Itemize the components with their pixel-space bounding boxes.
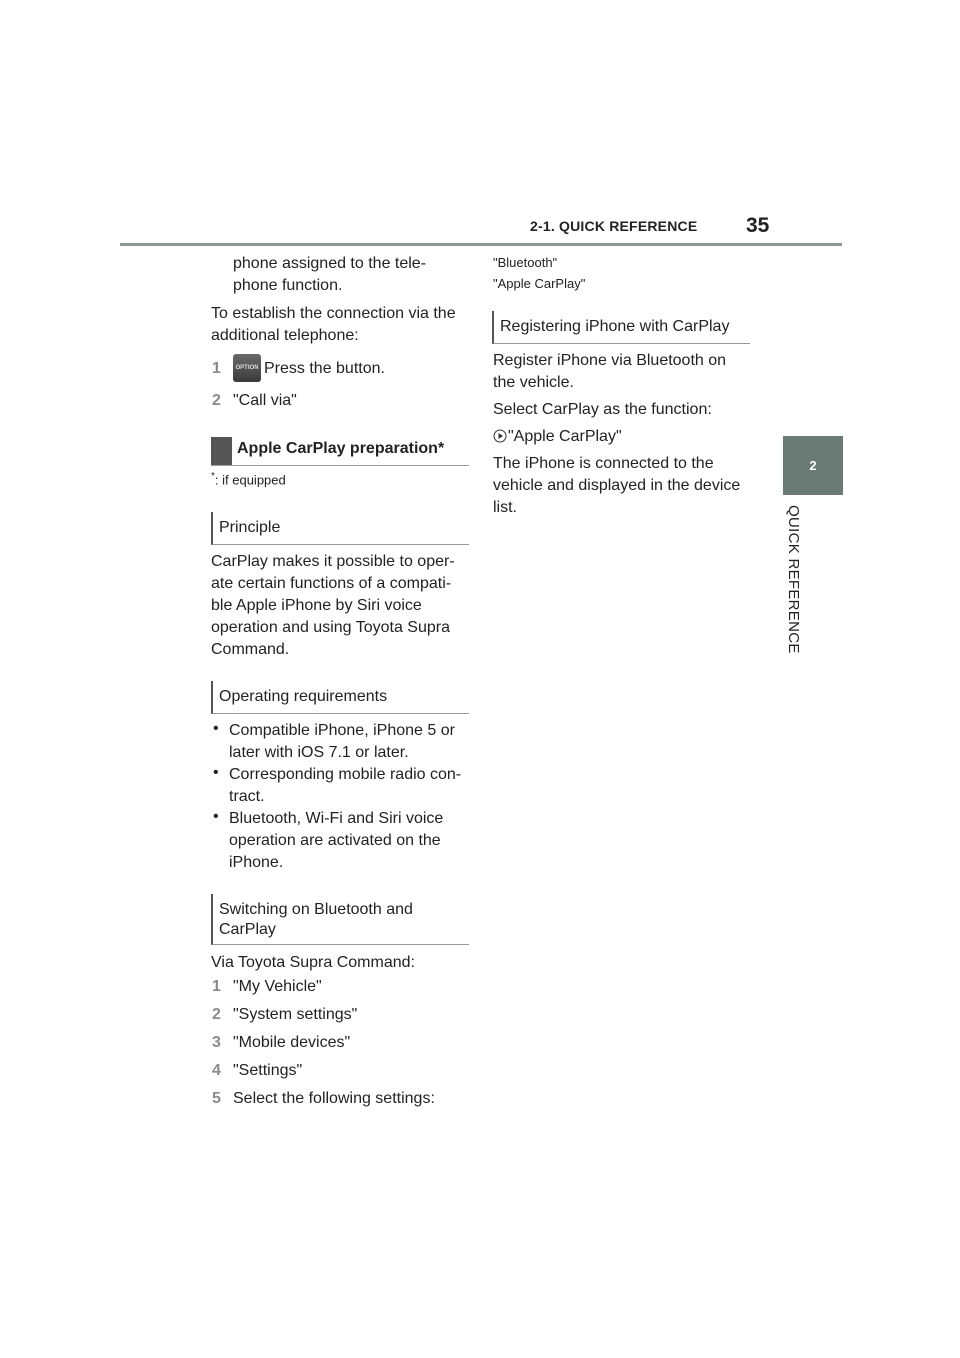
principle-line: CarPlay makes it possible to oper- (211, 553, 455, 570)
bullet-icon: • (213, 808, 219, 825)
header-divider (120, 243, 842, 246)
footnote-mark: * (211, 471, 215, 482)
subsection-heading (492, 311, 750, 344)
chapter-side-label (785, 505, 807, 665)
step-number: 2 (212, 392, 221, 409)
requirement-line: iPhone. (229, 854, 284, 871)
step-text: "Settings" (233, 1062, 303, 1079)
controller-play-icon (493, 429, 507, 443)
principle-line: Command. (211, 641, 290, 658)
subsection-title: Registering iPhone with CarPlay (500, 318, 730, 335)
step-number: 4 (212, 1062, 221, 1079)
chapter-tab: 2 (783, 436, 843, 495)
subsection-heading (211, 512, 469, 545)
subsection-heading (211, 894, 469, 945)
heading-marker (211, 437, 232, 465)
subsection-title: Operating requirements (219, 688, 388, 705)
step-text: Press the button. (264, 360, 385, 377)
section-header: 2-1. QUICK REFERENCE (530, 218, 698, 234)
register-line: the vehicle. (493, 374, 574, 391)
requirement-line: operation are activated on the (229, 832, 441, 849)
register-line: Register iPhone via Bluetooth on (493, 352, 727, 369)
intro-line-1: phone assigned to the tele- (233, 255, 427, 272)
subsection-title: Principle (219, 519, 281, 536)
principle-line: operation and using Toyota Supra (211, 619, 450, 636)
principle-line: ate certain functions of a compati- (211, 575, 452, 592)
subsection-title: Switching on Bluetooth and (219, 901, 413, 918)
principle-line: ble Apple iPhone by Siri voice (211, 597, 422, 614)
requirement-line: Bluetooth, Wi-Fi and Siri voice (229, 810, 444, 827)
setting-item: "Apple CarPlay" (493, 276, 586, 291)
via-text: Via Toyota Supra Command: (211, 954, 415, 971)
step-number: 2 (212, 1006, 221, 1023)
requirement-line: Corresponding mobile radio con- (229, 766, 462, 783)
step-text: "My Vehicle" (233, 978, 322, 995)
section-heading (211, 437, 469, 466)
bullet-icon: • (213, 720, 219, 737)
connect-line-2: additional telephone: (211, 327, 359, 344)
requirement-line: later with iOS 7.1 or later. (229, 744, 409, 761)
subsection-heading (211, 681, 469, 714)
footnote (211, 471, 286, 487)
step-number: 5 (212, 1090, 221, 1107)
option-button-icon: OPTION (233, 354, 261, 382)
requirement-line: Compatible iPhone, iPhone 5 or (229, 722, 455, 739)
step-number: 1 (212, 978, 221, 995)
requirement-line: tract. (229, 788, 265, 805)
connect-line-1: To establish the connection via the (211, 305, 456, 322)
section-heading-title: Apple CarPlay preparation* (237, 440, 445, 457)
result-line: vehicle and displayed in the device (493, 477, 741, 494)
step-text: "Call via" (233, 392, 297, 409)
bullet-icon: • (213, 764, 219, 781)
chapter-side-label-text: QUICK REFERENCE (785, 505, 802, 654)
setting-item: "Bluetooth" (493, 255, 558, 270)
result-line: The iPhone is connected to the (493, 455, 714, 472)
step-number: 1 (212, 360, 221, 377)
intro-line-2: phone function. (233, 277, 343, 294)
step-text: "System settings" (233, 1006, 358, 1023)
footnote-text: : if equipped (214, 472, 286, 488)
select-line: Select CarPlay as the function: (493, 401, 712, 418)
step-text: "Mobile devices" (233, 1034, 351, 1051)
menu-item: "Apple CarPlay" (508, 428, 622, 445)
step-number: 3 (212, 1034, 221, 1051)
page-number: 35 (746, 214, 770, 237)
subsection-title: CarPlay (219, 921, 276, 938)
step-text: Select the following settings: (233, 1090, 435, 1107)
result-line: list. (493, 499, 517, 516)
